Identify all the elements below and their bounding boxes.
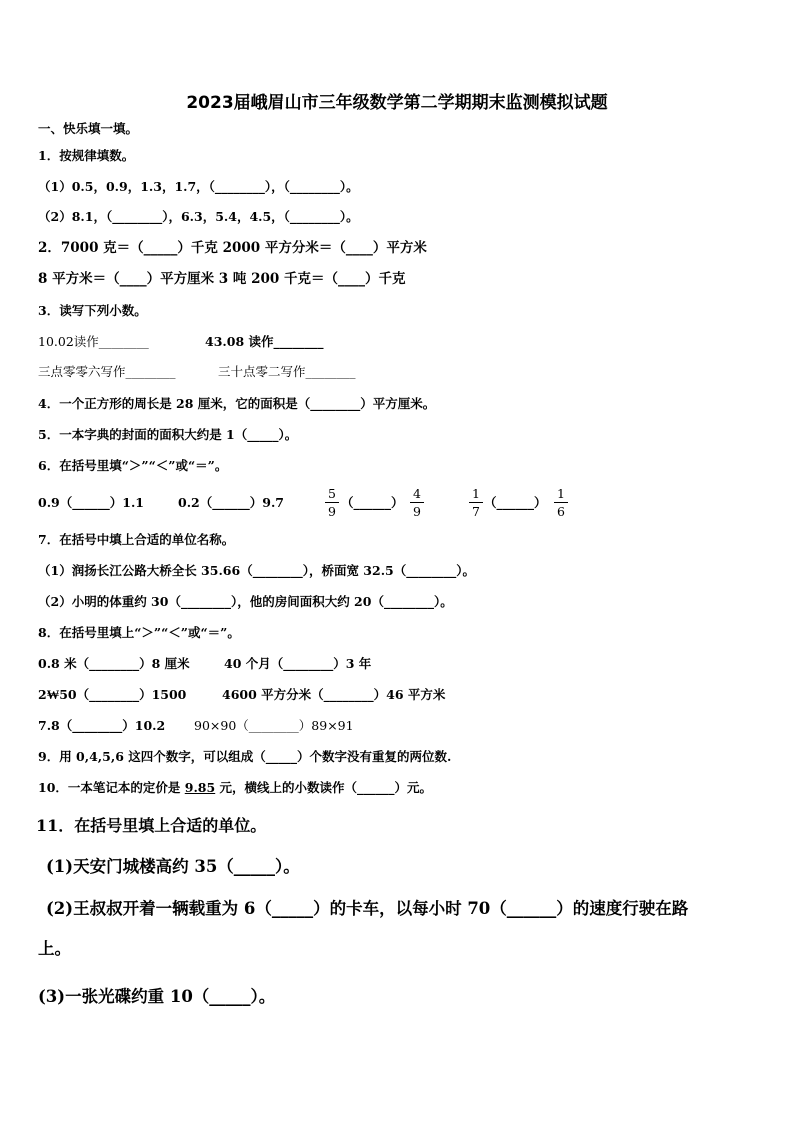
fraction-4-9 [410, 486, 424, 519]
question-7-line-2: （2）小明的体重约 30（________），他的房间面积大约 20（________）。 [38, 594, 453, 609]
fraction-denominator: 6 [557, 504, 565, 519]
question-10-suffix: 元，横线上的小数读作（______）元。 [215, 780, 433, 795]
question-8-item-d: 4600 平方分米（________）46 平方米 [222, 687, 446, 702]
question-8-item-b: 40 个月（________）3 年 [224, 656, 372, 671]
question-11-line-2a: (2)王叔叔开着一辆载重为 6（_____）的卡车，以每小时 70（______）的速度行驶在路 [46, 899, 689, 918]
question-1-heading: 1．按规律填数。 [38, 148, 135, 163]
question-9: 9．用 0,4,5,6 这四个数字，可以组成（_____）个数字没有重复的两位数. [38, 749, 452, 764]
question-11-line-2b: 上。 [38, 939, 71, 958]
question-6-heading: 6．在括号里填“＞”“＜”或“＝”。 [38, 458, 228, 473]
question-2-line-1: 2．7000 克＝（_____）千克 2000 平方分米＝（____）平方米 [38, 240, 427, 256]
section-heading: 一、快乐填一填。 [38, 121, 139, 136]
question-11-line-3: (3)一张光碟约重 10（_____）。 [38, 987, 276, 1006]
question-1-line-2: （2）8.1，（________），6.3，5.4，4.5，（________）。 [38, 209, 359, 224]
question-3-item-d: 三十点零二写作________ [218, 364, 356, 379]
question-5: 5．一本字典的封面的面积大约是 1（_____）。 [38, 427, 298, 442]
question-8-item-e: 7.8（________）10.2 [38, 718, 166, 733]
question-3-heading: 3．读写下列小数。 [38, 303, 147, 318]
question-7-heading: 7．在括号中填上合适的单位名称。 [38, 532, 235, 547]
fraction-denominator: 9 [328, 504, 336, 519]
question-8-item-c: 2₩50（________）1500 [38, 687, 187, 702]
fraction-denominator: 9 [413, 504, 421, 519]
fraction-1-6 [554, 486, 568, 519]
question-10 [38, 780, 432, 796]
question-2-line-2: 8 平方米＝（____）平方厘米 3 吨 200 千克＝（____）千克 [38, 271, 406, 287]
fraction-numerator: 5 [328, 486, 336, 501]
question-7-line-1: （1）润扬长江公路大桥全长 35.66（________），桥面宽 32.5（________）。 [38, 563, 475, 578]
question-6-item-a: 0.9（______）1.1 [38, 495, 144, 510]
question-11-line-1: (1)天安门城楼高约 35（_____）。 [46, 857, 300, 876]
question-8-item-f: 90×90（________）89×91 [194, 718, 354, 733]
question-8-heading: 8．在括号里填上“＞”“＜”或“＝”。 [38, 625, 240, 640]
question-4: 4．一个正方形的周长是 28 厘米，它的面积是（________）平方厘米。 [38, 396, 436, 411]
fraction-numerator: 1 [557, 486, 565, 501]
fraction-numerator: 1 [472, 486, 480, 501]
fraction-numerator: 4 [413, 486, 421, 501]
fraction-denominator: 7 [472, 504, 480, 519]
page-title: 2023届峨眉山市三年级数学第二学期期末监测模拟试题 [186, 93, 608, 113]
question-6-item-d-blank: （______） [484, 495, 547, 510]
question-10-prefix: 10．一本笔记本的定价是 [38, 780, 185, 795]
question-8-item-a: 0.8 米（________）8 厘米 [38, 656, 190, 671]
fraction-1-7 [469, 486, 483, 519]
question-6-item-c-blank: （______） [341, 495, 404, 510]
question-6-item-b: 0.2（______）9.7 [178, 495, 284, 510]
question-11-heading: 11．在括号里填上合适的单位。 [36, 816, 267, 835]
question-1-line-1: （1）0.5，0.9，1.3，1.7，（________），（________）。 [38, 179, 359, 194]
question-3-item-a: 10.02读作________ [38, 334, 149, 349]
question-3-item-c: 三点零零六写作________ [38, 364, 176, 379]
question-10-underlined-value: 9.85 [184, 780, 216, 795]
question-3-item-b: 43.08 读作________ [205, 334, 324, 349]
fraction-5-9 [325, 486, 339, 519]
